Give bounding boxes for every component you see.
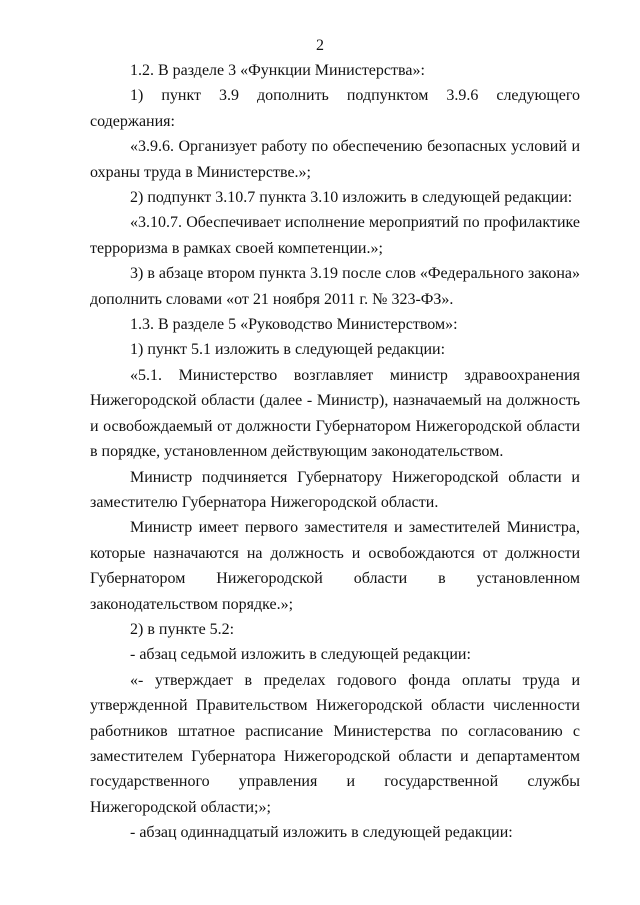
paragraph-abzac-eleventh: - абзац одиннадцатый изложить в следующей редакции: bbox=[130, 824, 513, 842]
page-number: 2 bbox=[316, 37, 324, 54]
paragraph-item-3-19: 3) в абзаце втором пункта 3.19 после слов «Федерального закона» дополнить словами «от 21 ноября 2011 г. № 323-ФЗ». bbox=[90, 265, 580, 308]
paragraph-deputies: Министр имеет первого заместителя и заместителей Министра, которые назначаются на должность и освобождаются от должности Губернатором Нижегородской области в установленном законодательством порядке.»; bbox=[90, 519, 580, 613]
paragraph-quote-staffing: «- утверждает в пределах годового фонда оплаты труда и утвержденной Правительством Нижегородской области численности работников штатное расписание Министерства по согласованию с заместителем Губернатора Нижегородской области и департаментом государственного управления и государственной службы Нижегородской области;»; bbox=[90, 671, 580, 816]
paragraph-item-3-9: 1) пункт 3.9 дополнить подпунктом 3.9.6 следующего содержания: bbox=[90, 87, 580, 130]
paragraph-section-1-3: 1.3. В разделе 5 «Руководство Министерством»: bbox=[130, 316, 458, 334]
paragraph-quote-3-9-6: «3.9.6. Организует работу по обеспечению безопасных условий и охраны труда в Министерстве.»; bbox=[90, 138, 580, 181]
paragraph-item-5-2: 2) в пункте 5.2: bbox=[130, 620, 235, 638]
paragraph-section-1-2: 1.2. В разделе 3 «Функции Министерства»: bbox=[130, 62, 425, 79]
paragraph-quote-5-1: «5.1. Министерство возглавляет министр здравоохранения Нижегородской области (далее - Министр), назначаемый на должность и освобождаемый от должности Губернатором Нижегородской области в порядке, установленном действующим законодательством. bbox=[90, 366, 580, 461]
paragraph-abzac-seventh: - абзац седьмой изложить в следующей редакции: bbox=[130, 646, 471, 664]
document-body bbox=[90, 58, 580, 846]
paragraph-quote-3-10-7: «3.10.7. Обеспечивает исполнение мероприятий по профилактике терроризма в рамках своей компетенции.»; bbox=[90, 214, 580, 257]
paragraph-item-5-1: 1) пункт 5.1 изложить в следующей редакции: bbox=[130, 341, 446, 359]
paragraph-item-3-10-7: 2) подпункт 3.10.7 пункта 3.10 изложить в следующей редакции: bbox=[130, 189, 573, 207]
paragraph-minister-subordination: Министр подчиняется Губернатору Нижегородской области и заместителю Губернатора Нижегородской области. bbox=[90, 468, 580, 511]
